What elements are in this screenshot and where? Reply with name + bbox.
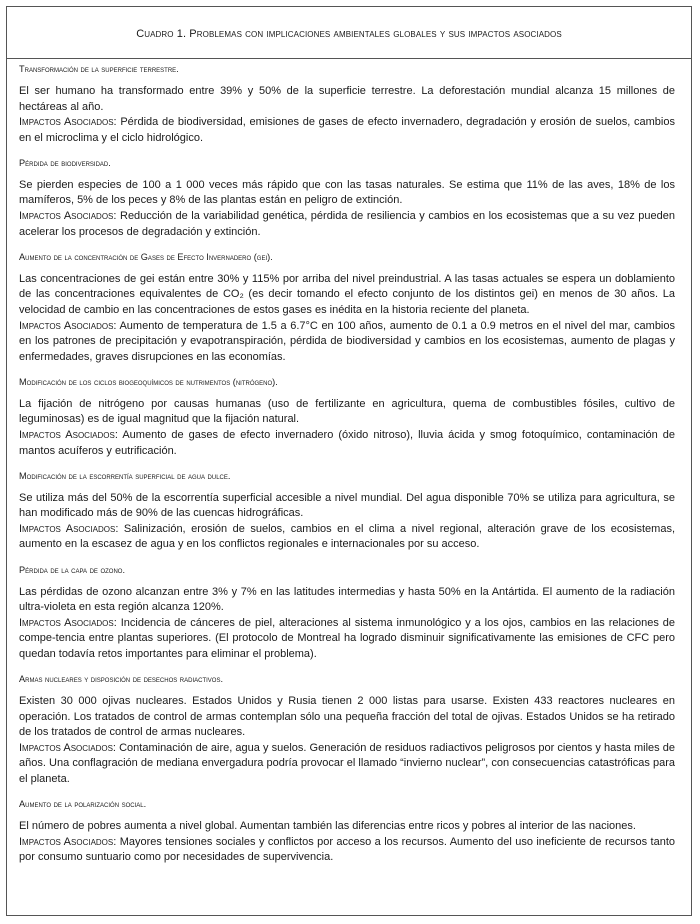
section-body: La fijación de nitrógeno por causas humanas (uso de fertilizante en agricultura, quema de combustibles fósiles, cultivo de leguminosas) es de igual magnitud que la fijación natural. (19, 397, 675, 426)
table-title: Cuadro 1. Problemas con implicaciones ambientales globales y sus impactos asociados (136, 27, 562, 40)
impacts-text: Pérdida de biodiversidad, emisiones de gases de efecto invernadero, degradación y erosión de suelos, cambios en el microclima y el ciclo hidrológico. (19, 116, 675, 144)
section-impacts (19, 522, 675, 553)
section-nitrogen-cycle (19, 376, 675, 459)
section-social-polarization (19, 798, 675, 866)
impacts-label: Impactos Asociados: (19, 741, 116, 754)
impacts-text: Mayores tensiones sociales y conflictos por acceso a los recursos. Aumento del uso ineficiente de recursos tanto por consumo suntuario como por necesidades de supervivencia. (19, 835, 675, 864)
impacts-label: Impactos Asociados: (19, 616, 117, 629)
impacts-text: Salinización, erosión de suelos, cambios en el clima a nivel regional, alteración grave de los ecosistemas, aumento en la escasez de agua y en los conflictos regionales e internacionales por su acceso. (19, 522, 675, 551)
section-heading: Pérdida de biodiversidad. (19, 157, 111, 168)
section-body: Se utiliza más del 50% de la escorrentía superficial accesible a nivel mundial. Del agua disponible 70% se utiliza para agricultura, se han modificado más de 90% de las cuencas hidrográficas. (19, 491, 675, 520)
section-heading: Aumento de la concentración de Gases de Efecto Invernadero (gei). (19, 251, 273, 262)
impacts-label: Impactos Asociados: (19, 116, 117, 129)
section-heading: Aumento de la polarización social. (19, 799, 147, 810)
section-impacts (19, 741, 675, 788)
section-impacts (19, 209, 675, 240)
section-impacts (19, 115, 675, 146)
impacts-label: Impactos Asociados: (19, 522, 119, 535)
section-heading: Armas nucleares y disposición de desechos radiactivos. (19, 674, 224, 685)
impacts-label: Impactos Asociados: (19, 319, 117, 332)
section-heading: Modificación de la escorrentía superficial de agua dulce. (19, 470, 231, 481)
table-content (19, 63, 675, 876)
section-body: El número de pobres aumenta a nivel global. Aumentan también las diferencias entre ricos y pobres al interior de las naciones. (19, 820, 636, 833)
section-body: Se pierden especies de 100 a 1 000 veces más rápido que con las tasas naturales. Se estima que 11% de las aves, 18% de los mamíferos, 5% de los peces y 8% de las plantas están en peligro de extinción. (19, 178, 675, 207)
section-heading: Transformación de la superficie terrestre. (19, 64, 179, 74)
title-bar (7, 7, 691, 59)
section-impacts (19, 835, 675, 866)
section-ozone-loss (19, 564, 675, 663)
impacts-text: Reducción de la variabilidad genética, pérdida de resiliencia y cambios en los ecosistemas que a su vez pueden acelerar los procesos de degradación y extinción. (19, 210, 675, 238)
impacts-label: Impactos Asociados: (19, 210, 117, 223)
section-heading: Pérdida de la capa de ozono. (19, 564, 126, 575)
section-impacts (19, 319, 675, 366)
section-impacts (19, 428, 675, 459)
section-biodiversity-loss (19, 157, 675, 240)
section-freshwater-runoff (19, 470, 675, 553)
section-heading: Modificación de los ciclos biogeoquímicos de nutrimentos (nitrógeno). (19, 376, 278, 387)
section-body: El ser humano ha transformado entre 39% y 50% de la superficie terrestre. La deforestación mundial alcanza 15 millones de hectáreas al año. (19, 85, 675, 113)
impacts-label: Impactos Asociados: (19, 429, 118, 441)
section-greenhouse-gases (19, 251, 675, 366)
impacts-text: Contaminación de aire, agua y suelos. Generación de residuos radiactivos peligrosos por cientos y hasta miles de años. Una conflagración de mediana envergadura podría provocar el llamado “invierno nuclear”, con consecuencias catastróficas para el planeta. (19, 741, 675, 785)
section-body: Las concentraciones de gei están entre 30% y 115% por arriba del nivel preindustrial. A las tasas actuales se espera un doblamiento de las concentraciones equivalentes de CO₂ (es decir tomando el efecto conjunto de los distintos gei) en menos de 30 años. La velocidad de cambio en las concentraciones de estos gases es inédita en la historia reciente del planeta. (19, 272, 675, 316)
impacts-text: Aumento de gases de efecto invernadero (óxido nitroso), lluvia ácida y smog fotoquímico, contaminación de mantos acuíferos y eutrificación. (19, 429, 676, 457)
section-impacts (19, 616, 675, 663)
section-nuclear-weapons (19, 673, 675, 788)
impacts-text: Aumento de temperatura de 1.5 a 6.7°C en 100 años, aumento de 0.1 a 0.9 metros en el nivel del mar, cambios en los patrones de precipitación y evapotranspiración, pérdida de biodiversidad y cambios en los ecosistemas, aumento de plagas y enfermedades, graves disrupciones en las economías. (19, 319, 675, 363)
impacts-text: Incidencia de cánceres de piel, alteraciones al sistema inmunológico y a los ojos, cambios en las relaciones de compe-tencia entre plantas superiores. (El protocolo de Montreal ha logrado disminuir significativamente las emisiones de CFC pero quedan todavía retos importantes para eliminar el problema). (19, 616, 675, 660)
section-land-transformation (19, 63, 675, 146)
section-body: Existen 30 000 ojivas nucleares. Estados Unidos y Rusia tienen 2 000 listas para usarse. Existen 433 reactores nucleares en operación. Los tratados de control de armas contemplan sólo una pequeña fracción del total de ojivas. Estados Unidos se ha retirado de los tratados de control de armas nucleares. (19, 695, 675, 739)
impacts-label: Impactos Asociados: (19, 835, 117, 848)
section-body: Las pérdidas de ozono alcanzan entre 3% y 7% en las latitudes intermedias y hasta 50% en la Antártida. El aumento de la radiación ultra-violeta en esta región alcanza 120%. (19, 585, 675, 614)
